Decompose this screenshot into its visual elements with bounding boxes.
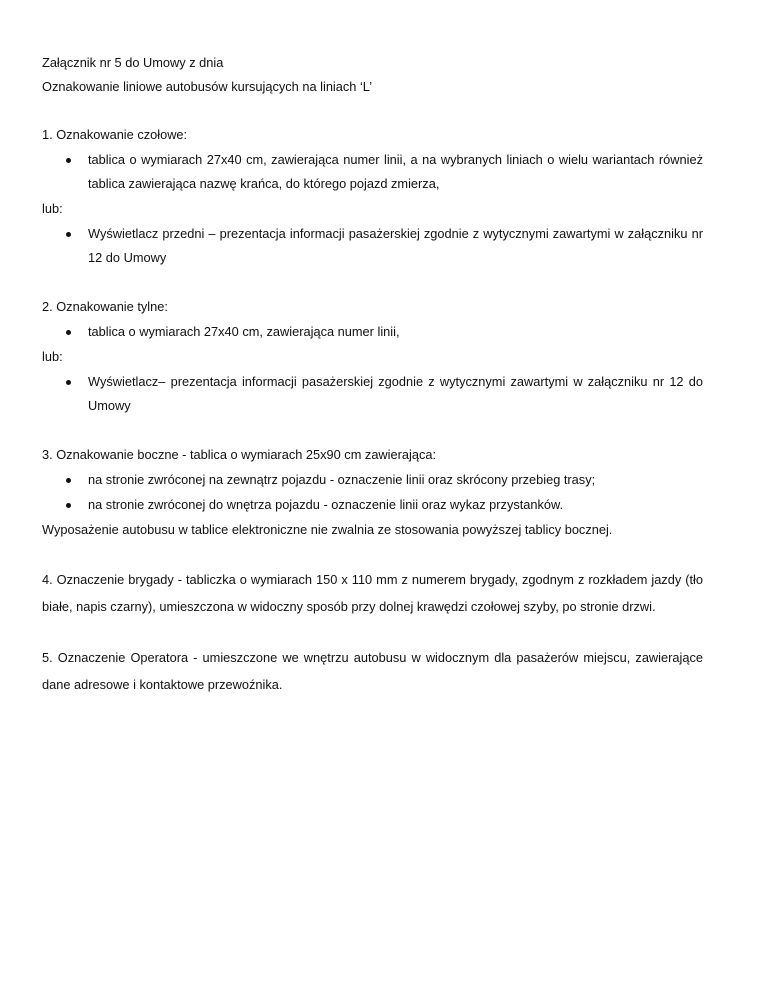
section-5-paragraph: 5. Oznaczenie Operatora - umieszczone we wnętrzu autobusu w widocznym dla pasażerów miejscu, zawierające dane adresowe i kontaktowe przewoźnika.: [42, 650, 703, 692]
section-1-list: [42, 148, 703, 196]
spacer: [42, 99, 703, 123]
list-item: [42, 493, 703, 517]
list-item-text: Wyświetlacz przedni – prezentacja informacji pasażerskiej zgodnie z wytycznymi zawartymi w załączniku nr 12 do Umowy: [88, 226, 703, 265]
section-3-list: [42, 468, 703, 517]
list-item: [42, 320, 703, 344]
bullet-icon: [66, 330, 71, 335]
list-item-text: tablica o wymiarach 27x40 cm, zawierająca numer linii, a na wybranych liniach o wielu wariantach również tablica zawierająca nazwę krańca, do którego pojazd zmierza,: [88, 152, 703, 191]
bullet-icon: [66, 232, 71, 237]
section-3-heading: 3. Oznakowanie boczne - tablica o wymiarach 25x90 cm zawierająca:: [42, 447, 437, 462]
section-1-heading: 1. Oznakowanie czołowe:: [42, 127, 188, 142]
list-item: [42, 370, 703, 418]
bullet-icon: [66, 503, 71, 508]
bullet-icon: [66, 380, 71, 385]
document-subtitle: Oznakowanie liniowe autobusów kursujących na liniach ‘L’: [42, 79, 373, 94]
list-item: [42, 222, 703, 270]
section-2-list-alt: [42, 370, 703, 418]
bullet-icon: [66, 478, 71, 483]
list-item: [42, 148, 703, 196]
bullet-icon: [66, 158, 71, 163]
attachment-title: Załącznik nr 5 do Umowy z dnia: [42, 55, 224, 70]
list-item-text: na stronie zwróconej do wnętrza pojazdu - oznaczenie linii oraz wykaz przystanków.: [88, 497, 564, 512]
spacer: [42, 542, 703, 566]
section-2-heading: 2. Oznakowanie tylne:: [42, 299, 168, 314]
spacer: [42, 620, 703, 644]
list-item: [42, 468, 703, 492]
spacer: [42, 271, 703, 295]
list-item-text: tablica o wymiarach 27x40 cm, zawierająca numer linii,: [88, 324, 400, 339]
list-item-text: na stronie zwróconej na zewnątrz pojazdu - oznaczenie linii oraz skrócony przebieg trasy;: [88, 472, 596, 487]
section-2-list: [42, 320, 703, 344]
list-item-text: Wyświetlacz– prezentacja informacji pasażerskiej zgodnie z wytycznymi zawartymi w załączniku nr 12 do Umowy: [88, 374, 703, 413]
section-1-or-label: lub:: [42, 201, 63, 216]
document-page: [42, 51, 703, 698]
section-3-note: Wyposażenie autobusu w tablice elektroniczne nie zwalnia ze stosowania powyższej tablicy bocznej.: [42, 522, 613, 537]
section-2-or-label: lub:: [42, 349, 63, 364]
section-4-paragraph: 4. Oznaczenie brygady - tabliczka o wymiarach 150 x 110 mm z numerem brygady, zgodnym z rozkładem jazdy (tło białe, napis czarny), umieszczona w widoczny sposób przy dolnej krawędzi czołowej szyby, po stronie drzwi.: [42, 572, 703, 614]
spacer: [42, 419, 703, 443]
section-1-list-alt: [42, 222, 703, 270]
